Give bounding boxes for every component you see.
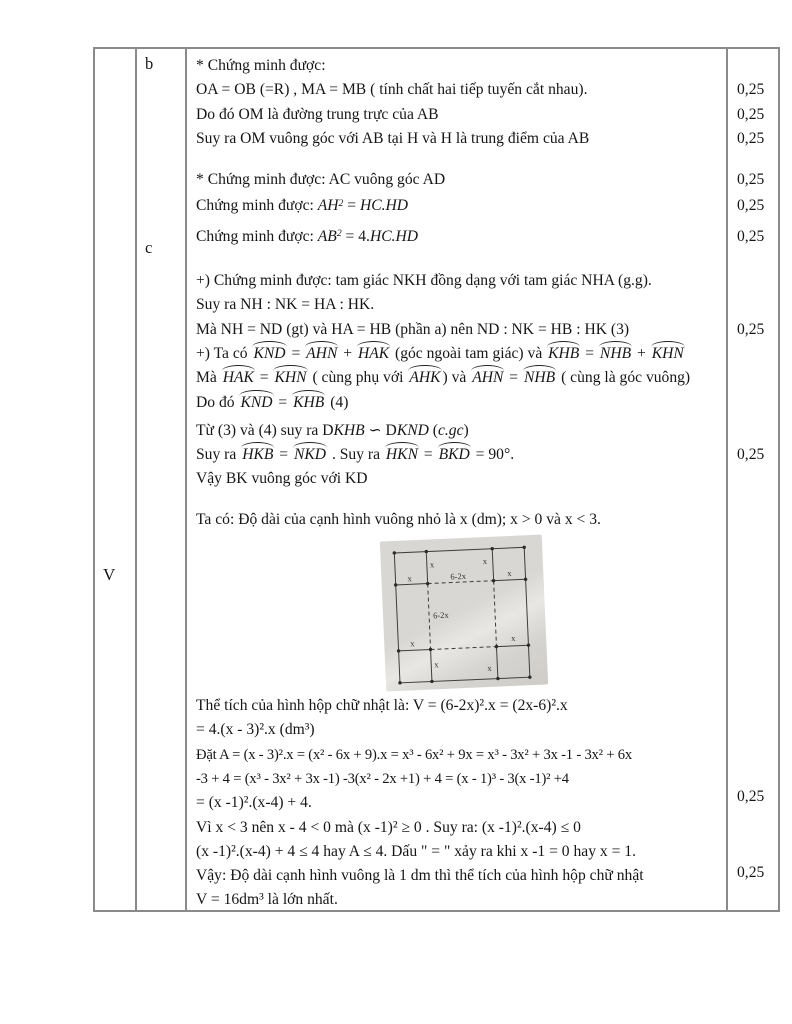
content-line: -3 + 4 = (x³ - 3x² + 3x -1) -3(x² - 2x +1) + 4 = (x - 1)³ - 3(x -1)² +4 (196, 770, 569, 787)
angle-notation: KHN (650, 342, 686, 366)
content-line: +) Chứng minh được: tam giác NKH đồng dạng với tam giác NHA (g.g). (196, 272, 652, 290)
angle-notation: AHK (407, 366, 442, 390)
score-value: 0,25 (737, 446, 765, 463)
solution-cell (187, 49, 728, 910)
content-line: (x -1)².(x-4) + 4 ≤ 4 hay A ≤ 4. Dấu " = " xảy ra khi x -1 = 0 hay x = 1. (196, 842, 636, 860)
figure-photo-square-net (380, 535, 548, 692)
score-value: 0,25 (737, 321, 765, 338)
content-line: Do đó KND = KHB (4) (196, 391, 721, 415)
angle-notation: KHN (272, 366, 308, 390)
angle-notation: HKN (384, 443, 420, 467)
vertex-dots (393, 546, 532, 685)
solution-lines-bottom (196, 694, 721, 910)
x-label: x (487, 662, 492, 674)
question-number: V (103, 565, 116, 584)
score-value: 0,25 (737, 81, 765, 98)
x-label: x (510, 632, 516, 644)
content-line: Vậy: Độ dài cạnh hình vuông là 1 dm thì thể tích của hình hộp chữ nhật (196, 867, 644, 885)
x-label: x (433, 659, 439, 670)
x-label: x (429, 559, 435, 570)
score-value: 0,25 (737, 130, 765, 147)
content-line: * Chứng minh được: AC vuông góc AD (196, 171, 446, 189)
content-line: Từ (3) và (4) suy ra DKHB ∽ DKND (c.gc) (196, 421, 469, 439)
score-value: 0,25 (737, 788, 765, 805)
angle-notation: KND (251, 342, 287, 366)
score-cell (728, 49, 778, 910)
score-value: 0,25 (737, 228, 765, 245)
angle-notation: HAK (221, 366, 256, 390)
angle-notation: KHB (291, 391, 326, 415)
score-value: 0,25 (737, 864, 765, 881)
content-line: Suy ra OM vuông góc với AB tại H và H là trung điểm của AB (196, 129, 590, 147)
angle-notation: AHN (304, 342, 339, 366)
content-line: Vì x < 3 nên x - 4 < 0 mà (x -1)² ≥ 0 . Suy ra: (x -1)².(x-4) ≤ 0 (196, 818, 581, 836)
content-line: Đặt A = (x - 3)².x = (x² - 6x + 9).x = x³ - 6x² + 9x = x³ - 3x² + 3x -1 - 3x² + 6x (196, 746, 632, 763)
angle-notation: KHB (546, 342, 581, 366)
angle-notation: HKB (240, 443, 275, 467)
content-line: Mà NH = ND (gt) và HA = HB (phần a) nên ND : NK = HB : HK (3) (196, 320, 630, 338)
angle-notation: NKD (292, 443, 328, 467)
score-value: 0,25 (737, 197, 765, 214)
angle-notation: NHB (522, 366, 557, 390)
score-value: 0,25 (737, 106, 765, 123)
part-label-c: c (145, 238, 153, 257)
content-line: +) Ta có KND = AHN + HAK (góc ngoài tam giác) và KHB = NHB + KHN (196, 342, 721, 366)
x-label: x (482, 555, 488, 567)
content-line: Do đó OM là đường trung trực của AB (196, 105, 439, 123)
content-line: * Chứng minh được: (196, 57, 326, 74)
grading-table (93, 47, 780, 912)
content-line: Chứng minh được: $AH^2 = HC.HD$ (196, 197, 409, 215)
angle-notation: KND (238, 391, 274, 415)
solution-lines-top (196, 54, 721, 532)
content-line: Suy ra HKB = NKD . Suy ra HKN = BKD = 90°. (196, 443, 721, 467)
top-dimension-label: 6-2x (450, 570, 467, 582)
x-label: x (507, 567, 512, 579)
content-line: = 4.(x - 3)².x (dm³) (196, 721, 315, 739)
content-line: Vậy BK vuông góc với KD (196, 470, 368, 488)
part-label-b: b (145, 54, 154, 73)
x-label: x (407, 573, 412, 584)
x-label: x (410, 638, 415, 649)
content-line: Mà HAK = KHN ( cùng phụ với AHK ) và AHN = NHB ( cùng là góc vuông) (196, 366, 721, 390)
side-dimension-label: 6-2x (432, 609, 449, 621)
angle-notation: BKD (437, 443, 472, 467)
part-label-cell (137, 49, 187, 910)
angle-notation: AHN (470, 366, 505, 390)
score-value: 0,25 (737, 171, 765, 188)
content-line: Thể tích của hình hộp chữ nhật là: V = (6-2x)².x = (2x-6)².x (196, 697, 568, 715)
content-line: Suy ra NH : NK = HA : HK. (196, 296, 375, 314)
angle-notation: HAK (356, 342, 391, 366)
content-line: = (x -1)².(x-4) + 4. (196, 794, 312, 812)
content-line: OA = OB (=R) , MA = MB ( tính chất hai tiếp tuyến cắt nhau). (196, 81, 588, 99)
question-number-cell (95, 49, 137, 910)
square-net-diagram (380, 535, 548, 692)
content-line: V = 16dm³ là lớn nhất. (196, 891, 338, 909)
content-line: Chứng minh được: $AB^2 = 4.HC.HD$ (196, 227, 419, 245)
angle-notation: NHB (598, 342, 633, 366)
content-line: Ta có: Độ dài của cạnh hình vuông nhỏ là x (dm); x > 0 và x < 3. (196, 510, 601, 528)
